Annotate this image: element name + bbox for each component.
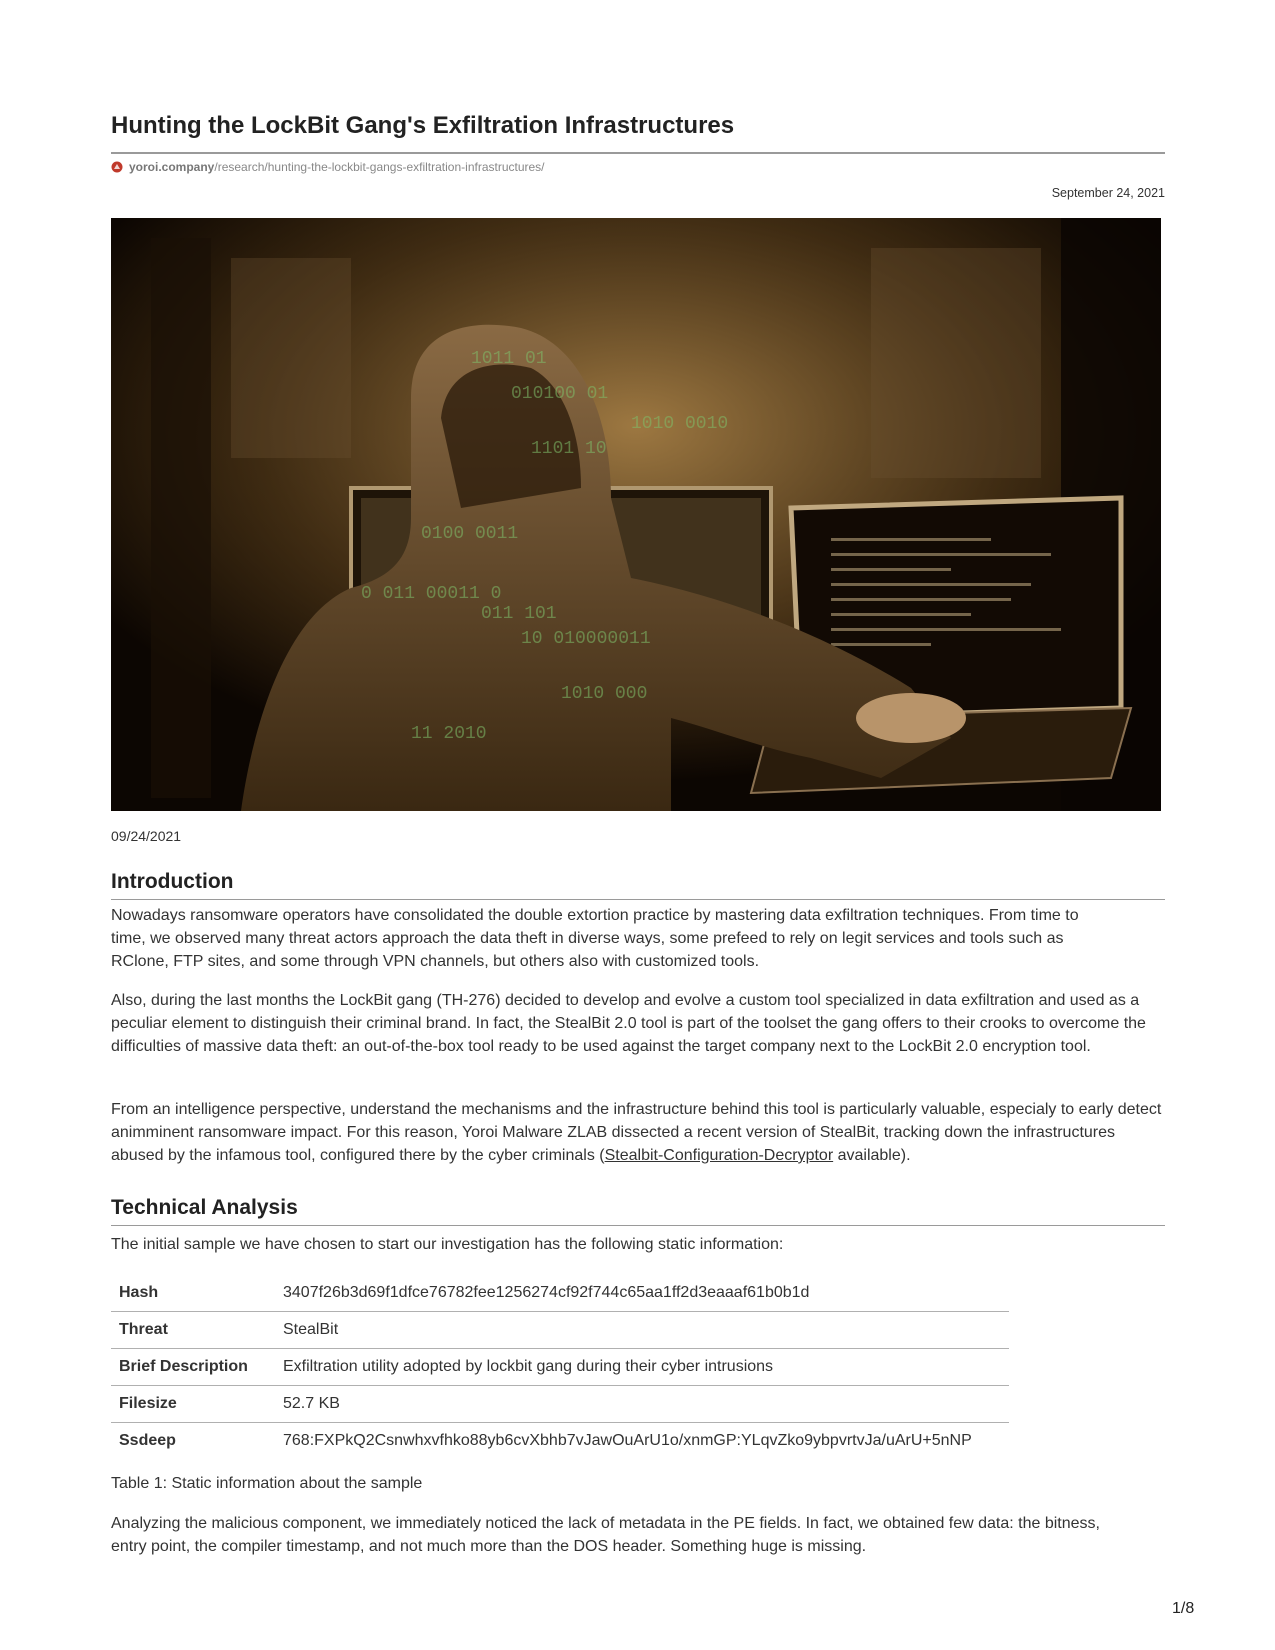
- svg-text:1010 0010: 1010 0010: [631, 414, 729, 434]
- svg-text:1101 10: 1101 10: [531, 439, 607, 459]
- table-caption: Table 1: Static information about the sample: [111, 1475, 423, 1492]
- svg-text:1011 01: 1011 01: [471, 349, 547, 369]
- table-key: Hash: [111, 1275, 275, 1312]
- header-date: September 24, 2021: [1051, 186, 1165, 200]
- table-value: 768:FXPkQ2Csnwhxvfhko88yb6cvXbhb7vJawOuArU1o/xnmGP:YLqvZko9ybpvrtvJa/uArU+5nNP: [283, 1432, 972, 1449]
- table-value: 3407f26b3d69f1dfce76782fee1256274cf92f744c65aa1ff2d3eaaaf61b0b1d: [275, 1275, 1009, 1312]
- technical-heading: Technical Analysis: [111, 1196, 298, 1219]
- intro-heading: Introduction: [111, 870, 234, 893]
- site-logo-icon: [111, 161, 123, 173]
- title-divider: [111, 152, 1165, 154]
- svg-text:10 010000011: 10 010000011: [521, 629, 651, 649]
- intro-divider: [111, 899, 1165, 900]
- intro-paragraph-3: [111, 1098, 1165, 1167]
- table-row: [111, 1312, 1009, 1349]
- technical-divider: [111, 1225, 1165, 1226]
- svg-text:0100 0011: 0100 0011: [421, 524, 519, 544]
- table-row: [111, 1386, 1009, 1423]
- table-row: [111, 1423, 1009, 1460]
- table-key: Threat: [111, 1312, 275, 1349]
- intro-p3-tail: available).: [833, 1147, 911, 1164]
- table-value: StealBit: [275, 1312, 1009, 1349]
- table-row: [111, 1275, 1009, 1312]
- source-domain: yoroi.company: [129, 160, 215, 174]
- hero-image: [111, 218, 1161, 811]
- page-number: 1/8: [1172, 1600, 1195, 1617]
- table-key: Filesize: [111, 1386, 275, 1423]
- technical-lead: The initial sample we have chosen to start our investigation has the following static information:: [111, 1236, 784, 1253]
- intro-p3-text: From an intelligence perspective, understand the mechanisms and the infrastructure behind this tool is particularly valuable, especialy to early detect animminent ransomware impact. For this reason, Yoroi Malware ZLAB dissected a recent version of StealBit, tracking down the infrastructures abused by the infamous tool, configured there by the cyber criminals (: [111, 1101, 1162, 1164]
- svg-text:1010 000: 1010 000: [561, 684, 648, 704]
- table-key: Ssdeep: [119, 1432, 176, 1449]
- svg-text:0 011 00011 0: 0 011 00011 0: [361, 584, 502, 604]
- svg-text:010100 01: 010100 01: [511, 384, 609, 404]
- source-path: /research/hunting-the-lockbit-gangs-exfiltration-infrastructures/: [214, 160, 545, 174]
- article-title: Hunting the LockBit Gang's Exfiltration Infrastructures: [111, 112, 735, 139]
- table-key: Brief Description: [111, 1349, 275, 1386]
- table-value: Exfiltration utility adopted by lockbit gang during their cyber intrusions: [275, 1349, 1009, 1386]
- closing-paragraph: Analyzing the malicious component, we immediately noticed the lack of metadata in the PE fields. In fact, we obtained few data: the bitness, entry point, the compiler timestamp, and not much more than the DOS header. Something huge is missing.: [111, 1515, 1100, 1555]
- hooded-hacker-image: [111, 218, 1161, 811]
- svg-text:011 101: 011 101: [481, 604, 557, 624]
- table-value: 52.7 KB: [275, 1386, 1009, 1423]
- static-info-table: [111, 1275, 1009, 1459]
- intro-paragraph-2: Also, during the last months the LockBit gang (TH-276) decided to develop and evolve a custom tool specialized in data exfiltration and used as a peculiar element to distinguish their criminal brand. In fact, the StealBit 2.0 tool is part of the toolset the gang offers to their crooks to overcome the difficulties of massive data theft: an out-of-the-box tool ready to be used against the target company next to the LockBit 2.0 encryption tool.: [111, 992, 1146, 1055]
- decryptor-link[interactable]: Stealbit-Configuration-Decryptor: [604, 1147, 834, 1164]
- post-date: 09/24/2021: [111, 828, 182, 844]
- svg-text:11 2010: 11 2010: [411, 724, 487, 744]
- intro-paragraph-1: Nowadays ransomware operators have consolidated the double extortion practice by mastering data exfiltration techniques. From time to time, we observed many threat actors approach the data theft in diverse ways, some prefeed to rely on legit services and tools such as RClone, FTP sites, and some through VPN channels, but others also with customized tools.: [111, 907, 1079, 970]
- table-row: [111, 1349, 1009, 1386]
- source-url[interactable]: [111, 160, 545, 174]
